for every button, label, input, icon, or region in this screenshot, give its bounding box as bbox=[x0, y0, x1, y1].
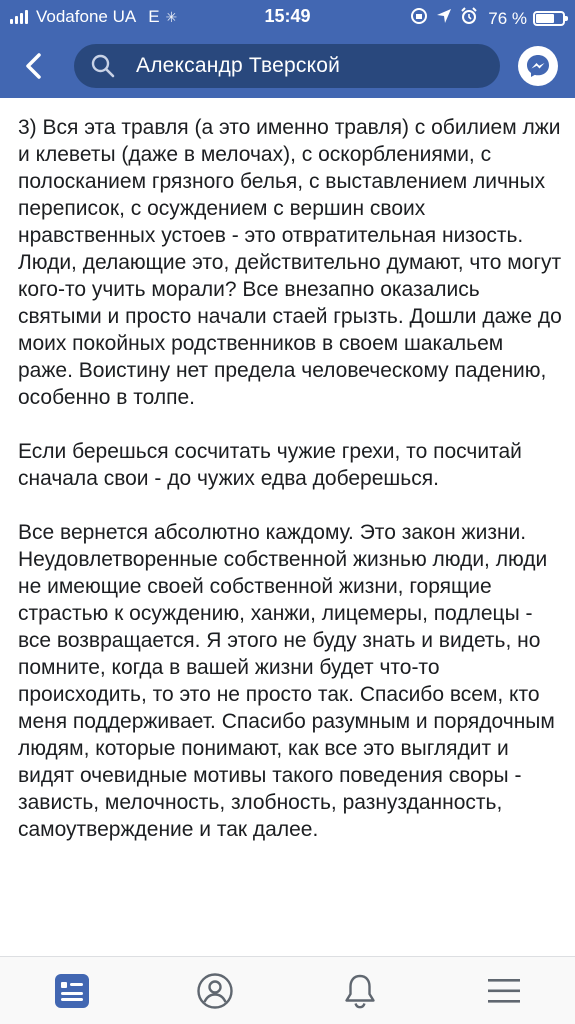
alarm-icon bbox=[460, 7, 478, 30]
profile-icon[interactable] bbox=[185, 967, 245, 1015]
battery-icon bbox=[533, 11, 565, 26]
network-type: E bbox=[148, 7, 160, 26]
notifications-bell-icon[interactable] bbox=[330, 967, 390, 1015]
post-paragraph: Если берешься сосчитать чужие грехи, то посчитай сначала свои - до чужих едва доберешься. bbox=[18, 440, 522, 490]
app-header bbox=[0, 0, 575, 98]
post-paragraph: Все вернется абсолютно каждому. Это закон жизни. Неудовлетворенные собственной жизнью люди, люди не имеющие своей собственной жизни, горящие страстью к осуждению, ханжи, лицемеры, подлецы - все возвращается. Я этого не буду знать и видеть, но помните, когда в вашей жизни будет что-то происходить, то это не просто так. Спасибо всем, кто меня поддерживает. Спасибо разумным и порядочным людям, которые понимают, как все это выглядит и видят очевидные мотивы такого поведения своры - зависть, мелочность, злобность, разнузданность, самоутверждение и так далее. bbox=[18, 521, 555, 841]
carrier-name: Vodafone UA bbox=[36, 7, 137, 26]
menu-icon[interactable] bbox=[474, 967, 534, 1015]
battery-percentage: 76 % bbox=[488, 8, 527, 28]
bottom-tab-bar bbox=[0, 956, 575, 1024]
news-feed-icon[interactable] bbox=[42, 967, 102, 1015]
status-time: 15:49 bbox=[264, 6, 311, 26]
post-paragraph: 3) Вся эта травля (а это именно травля) с обилием лжи и клеветы (даже в мелочах), с оскорблениями, с полосканием грязного белья, с выставлением личных переписок, с осуждением с вершин своих нравственных устоев - это отвратительная низость. Люди, делающие это, действительно думают, что могут кого-то учить морали? Все внезапно оказались святыми и просто начали стаей грызть. Дошли даже до моих покойных родственников в своем шакальем раже. Воистину нет предела человеческому падению, особенно в толпе. bbox=[18, 116, 562, 409]
status-bar bbox=[0, 0, 575, 34]
post-text bbox=[18, 114, 563, 870]
search-icon bbox=[90, 53, 116, 79]
status-right bbox=[402, 7, 565, 30]
rotation-lock-icon bbox=[410, 7, 428, 30]
chevron-left-icon[interactable] bbox=[14, 46, 54, 86]
location-icon bbox=[436, 8, 452, 29]
search-field[interactable] bbox=[74, 44, 500, 88]
search-query[interactable]: Александр Тверской bbox=[136, 54, 341, 77]
messenger-icon[interactable] bbox=[518, 46, 558, 86]
loading-icon: ✳ bbox=[165, 8, 178, 25]
search-navigation bbox=[0, 38, 575, 94]
